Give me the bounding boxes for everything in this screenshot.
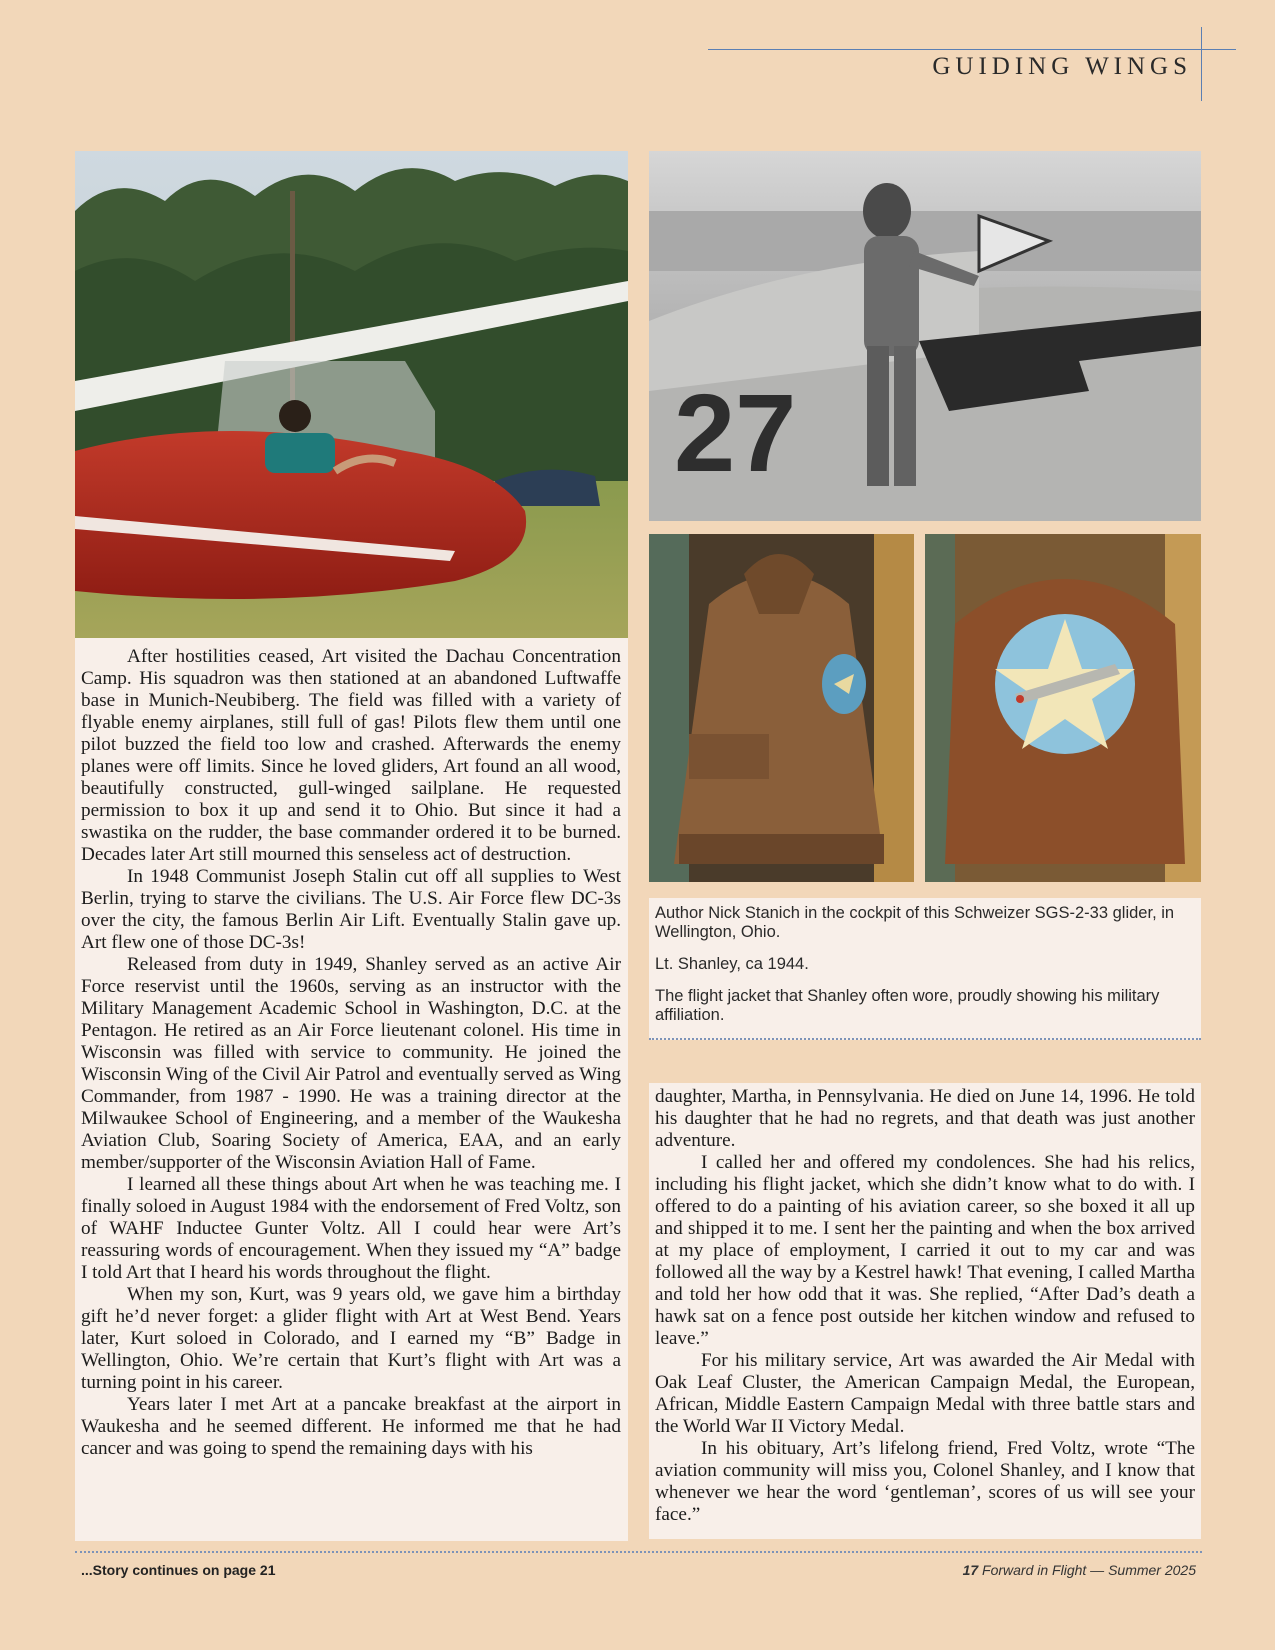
page-footer [963, 1562, 1196, 1578]
story-continues-link[interactable]: ...Story continues on page 21 [81, 1562, 276, 1578]
article-column-right [649, 1083, 1201, 1539]
paragraph: When my son, Kurt, was 9 years old, we gave him a birthday gift he’d never forget: a glider flight with Art at West Bend. Years later, Kurt soloed in Colorado, and I earned my “B” Badge in Wellington, Ohio. We’re certain that Kurt’s flight with Art was a turning point in his career. [81, 1284, 621, 1393]
paragraph: After hostilities ceased, Art visited the Dachau Concentration Camp. His squadron was then stationed at an abandoned Luftwaffe base in Munich-Neubiberg. The field was filled with a variety of flyable enemy airplanes, still full of gas! Pilots flew them until one pilot buzzed the field too low and crashed. Afterwards the enemy planes were off limits. Since he loved gliders, Art found an all wood, beautifully constructed, gull-winged sailplane. He requested permission to box it up and send it to Ohio. But since it had a swastika on the rudder, the base commander ordered it to be burned. Decades later Art still mourned this senseless act of destruction. [81, 646, 621, 865]
paragraph: Years later I met Art at a pancake breakfast at the airport in Waukesha and he seemed different. He informed me that he had cancer and was going to spend the remaining days with his [81, 1394, 621, 1459]
header-rule [708, 49, 1236, 50]
jacket-back-photo [925, 534, 1201, 882]
glider-photo [75, 151, 628, 638]
article-column-left [75, 638, 628, 1541]
paragraph: In 1948 Communist Joseph Stalin cut off all supplies to West Berlin, trying to starve the civilians. The U.S. Air Force flew DC-3s over the city, the famous Berlin Air Lift. Eventually Stalin gave up. Art flew one of those DC-3s! [81, 866, 621, 953]
paragraph: For his military service, Art was awarded the Air Medal with Oak Leaf Cluster, the American Campaign Medal, the European, African, Middle Eastern Campaign Medal with three battle stars and the World War II Victory Medal. [655, 1350, 1195, 1437]
paragraph: In his obituary, Art’s lifelong friend, Fred Voltz, wrote “The aviation community will miss you, Colonel Shanley, and I know that whenever we hear the word ‘gentleman’, scores of us will see your face.” [655, 1438, 1195, 1525]
caption-pilot: Lt. Shanley, ca 1944. [655, 955, 809, 973]
page-number: 17 [962, 1562, 979, 1578]
footer-rule [75, 1551, 1202, 1553]
publication-name: Forward in Flight — Summer 2025 [982, 1562, 1196, 1578]
jacket-front-photo [649, 534, 914, 882]
paragraph: I learned all these things about Art when he was teaching me. I finally soloed in August 1984 with the endorsement of Fred Voltz, son of WAHF Inductee Gunter Voltz. All I could hear were Art’s reassuring words of encouragement. When they issued my “A” badge I told Art that I heard his words throughout the flight. [81, 1174, 621, 1283]
caption-glider: Author Nick Stanich in the cockpit of this Schweizer SGS-2-33 glider, in Wellington, Ohio. [655, 904, 1175, 941]
photo-captions [649, 898, 1201, 1040]
pilot-photo [649, 151, 1201, 521]
header-rule-vertical [1201, 27, 1202, 101]
tail-number: 27 [674, 372, 797, 495]
caption-jacket: The flight jacket that Shanley often wore, proudly showing his military affiliation. [655, 987, 1160, 1024]
paragraph: daughter, Martha, in Pennsylvania. He died on June 14, 1996. He told his daughter that he had no regrets, and that death was just another adventure. [655, 1086, 1195, 1151]
paragraph: Released from duty in 1949, Shanley served as an active Air Force reservist until the 1960s, serving as an instructor with the Military Management Academic School in Washington, D.C. at the Pentagon. He retired as an Air Force lieutenant colonel. His time in Wisconsin was filled with service to community. He joined the Wisconsin Wing of the Civil Air Patrol and eventually served as Wing Commander, from 1987 - 1990. He was a training director at the Milwaukee School of Engineering, and a member of the Waukesha Aviation Club, Soaring Society of America, EAA, and an early member/supporter of the Wisconsin Aviation Hall of Fame. [81, 954, 621, 1173]
paragraph: I called her and offered my condolences. She had his relics, including his flight jacket, which she didn’t know what to do with. I offered to do a painting of his aviation career, so she boxed it all up and shipped it to me. I sent her the painting and when the box arrived at my place of employment, I carried it out to my car and was followed all the way by a Kestrel hawk! That evening, I called Martha and told her how odd that it was. She replied, “After Dad’s death a hawk sat on a fence post outside her kitchen window and refused to leave.” [655, 1152, 1195, 1349]
section-title: GUIDING WINGS [932, 53, 1192, 80]
